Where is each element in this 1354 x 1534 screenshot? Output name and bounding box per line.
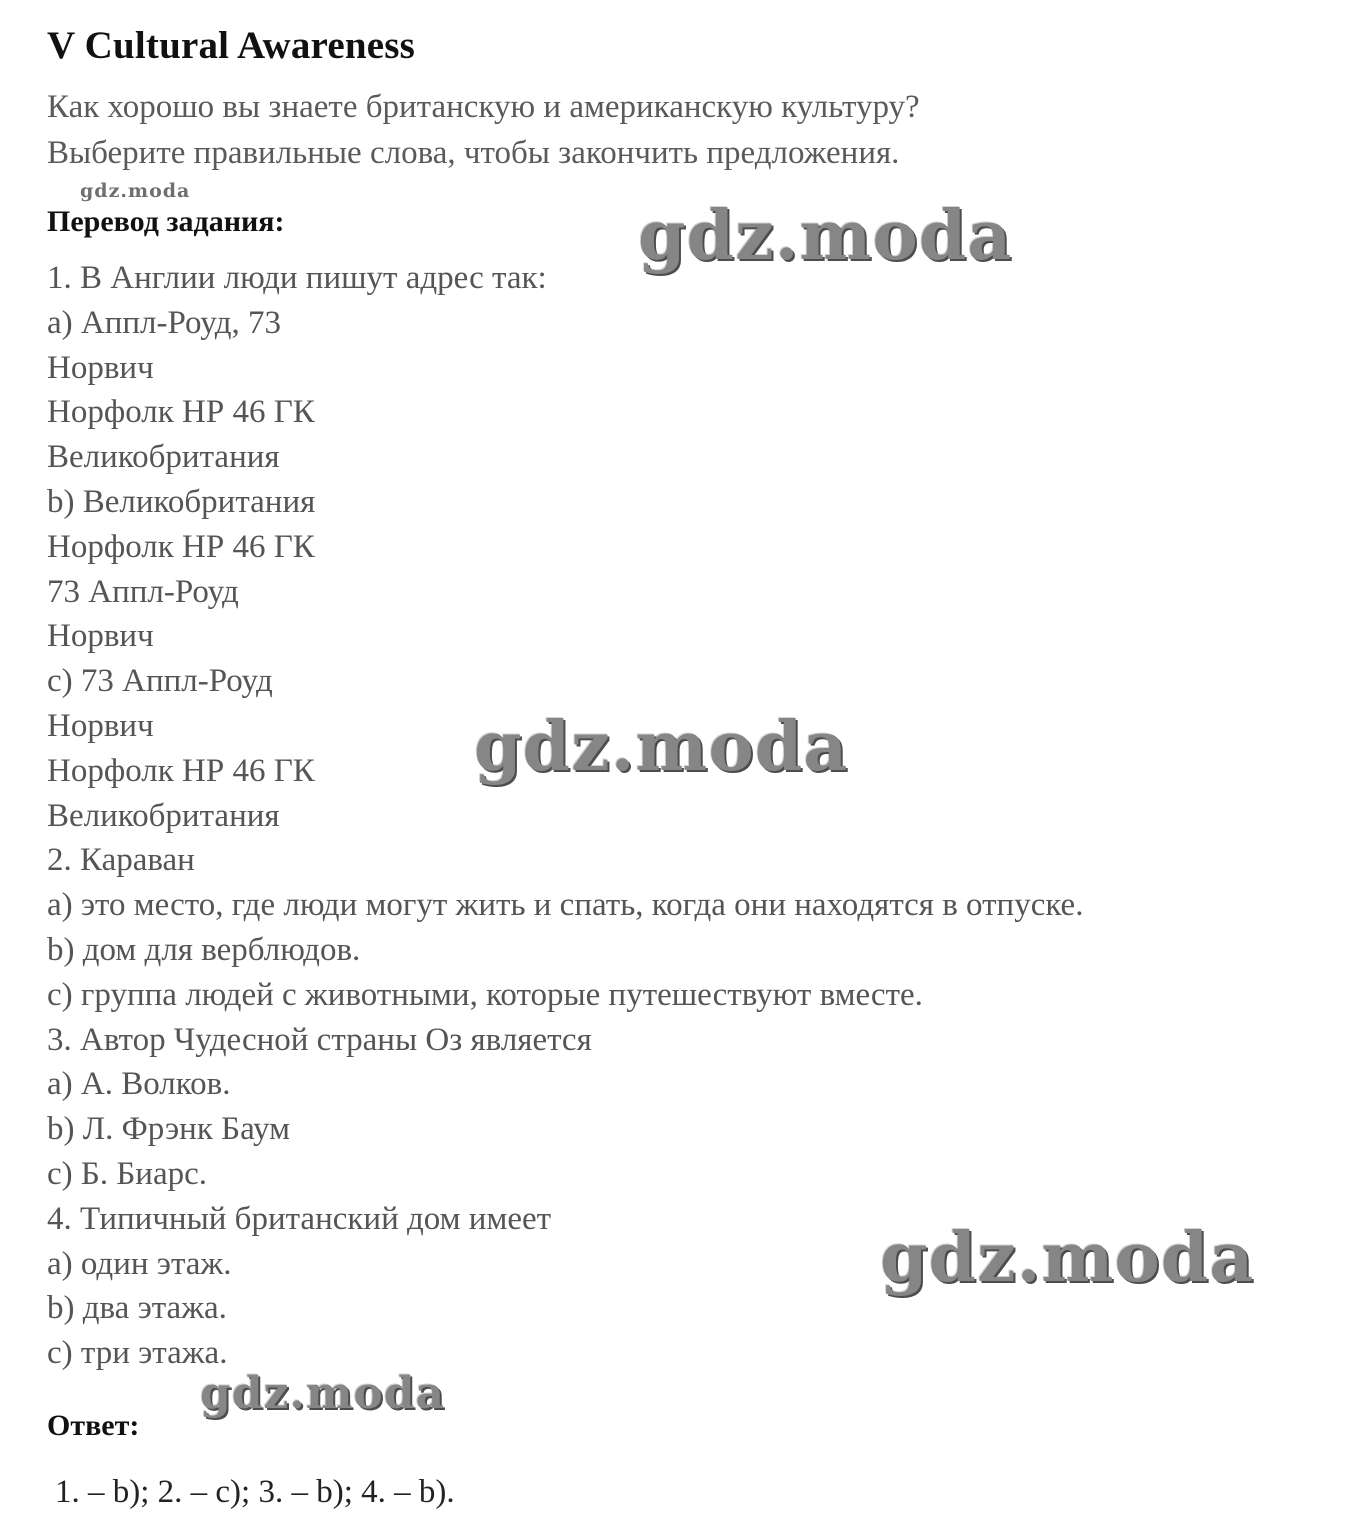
question-1-line: Великобритания xyxy=(47,797,280,834)
intro-line: Как хорошо вы знаете британскую и американскую культуру? xyxy=(47,89,920,125)
question-2-line: a) это место, где люди могут жить и спать, когда они находятся в отпуске. xyxy=(47,887,1084,924)
watermark-logo: gdz.moda xyxy=(880,1218,1255,1298)
question-1-line: Великобритания xyxy=(47,439,280,476)
watermark-logo: gdz.moda xyxy=(638,196,1013,276)
question-1-line: Норвич xyxy=(47,707,154,744)
question-1-line: Норвич xyxy=(47,349,154,386)
question-2-line: b) дом для верблюдов. xyxy=(47,931,361,968)
question-4-line: a) один этаж. xyxy=(47,1245,232,1282)
watermark-logo-small: gdz.moda xyxy=(80,180,191,202)
task-intro xyxy=(47,84,1337,176)
watermark-logo: gdz.moda xyxy=(474,707,849,787)
page-title: V Cultural Awareness xyxy=(47,24,416,67)
question-1-line: c) 73 Аппл-Роуд xyxy=(47,663,273,700)
intro-line: Выберите правильные слова, чтобы закончить предложения. xyxy=(47,135,900,171)
watermark-logo: gdz.moda xyxy=(200,1368,446,1419)
question-1-line: Норвич xyxy=(47,618,154,655)
question-3-line: 3. Автор Чудесной страны Оз является xyxy=(47,1021,592,1058)
question-3-line: b) Л. Фрэнк Баум xyxy=(47,1111,290,1148)
translation-text xyxy=(47,256,1337,1376)
question-2-line: 2. Караван xyxy=(47,842,195,879)
question-1-line: b) Великобритания xyxy=(47,483,316,520)
question-1-line: a) Аппл-Роуд, 73 xyxy=(47,304,281,341)
question-1-line: Норфолк НР 46 ГК xyxy=(47,528,315,565)
question-1-line: Норфолк НР 46 ГК xyxy=(47,394,315,431)
translation-heading: Перевод задания: xyxy=(47,205,285,238)
question-2-line: c) группа людей с животными, которые путешествуют вместе. xyxy=(47,976,923,1013)
question-4-line: b) два этажа. xyxy=(47,1290,227,1327)
question-3-line: a) А. Волков. xyxy=(47,1066,231,1103)
question-3-line: c) Б. Биарс. xyxy=(47,1155,207,1192)
question-1-line: 1. В Англии люди пишут адрес так: xyxy=(47,260,547,296)
question-1-line: 73 Аппл-Роуд xyxy=(47,573,239,610)
answer-text: 1. – b); 2. – c); 3. – b); 4. – b). xyxy=(55,1473,455,1510)
question-1-line: Норфолк НР 46 ГК xyxy=(47,752,315,789)
question-4-line: 4. Типичный британский дом имеет xyxy=(47,1200,552,1237)
question-4-line: c) три этажа. xyxy=(47,1335,228,1372)
document-page xyxy=(47,20,1337,1514)
answer-heading: Ответ: xyxy=(47,1408,140,1442)
